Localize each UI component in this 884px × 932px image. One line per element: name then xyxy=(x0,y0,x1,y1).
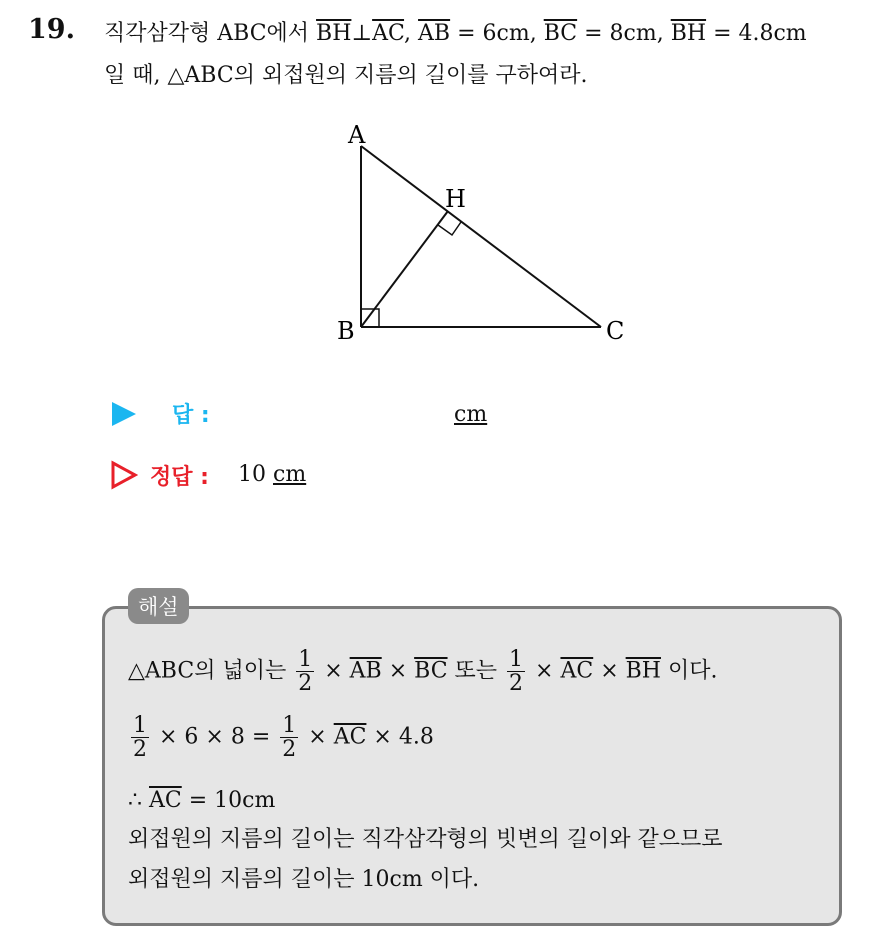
segment-ac: $\overline{AC}$ xyxy=(560,658,594,684)
solution-tag: 해설 xyxy=(128,588,189,624)
text: , xyxy=(404,21,419,46)
question-line-1 xyxy=(104,16,807,47)
answer-arrow-icon xyxy=(112,402,136,426)
fraction xyxy=(280,714,298,761)
text: × xyxy=(593,658,626,684)
text: = 8cm, xyxy=(577,21,671,46)
fraction-numerator: 1 xyxy=(298,647,313,672)
segment-bc: $\overline{BC}$ xyxy=(543,21,578,46)
segment-ac: $\overline{AC}$ xyxy=(372,21,405,46)
text: × xyxy=(317,658,350,684)
label-b: B xyxy=(337,317,355,345)
label-c: C xyxy=(606,317,625,345)
side-ac xyxy=(361,146,601,327)
segment-ac: $\overline{AC}$ xyxy=(149,788,182,813)
correct-unit: cm xyxy=(273,462,307,487)
text: × 4.8 xyxy=(366,724,434,750)
fraction-denominator: 2 xyxy=(282,737,297,763)
solution-line-2 xyxy=(128,714,434,761)
text: = 4.8cm xyxy=(706,21,807,46)
right-angle-mark-h xyxy=(438,222,461,235)
text: × xyxy=(381,658,415,684)
segment-bc: $\overline{BC}$ xyxy=(414,658,448,684)
segment-ac: $\overline{AC}$ xyxy=(333,724,367,750)
text: × xyxy=(528,658,561,684)
fraction xyxy=(507,648,525,695)
correct-answer-value xyxy=(238,462,306,487)
solution-line-5: 외접원의 지름의 길이는 10cm 이다. xyxy=(128,867,480,892)
fraction-numerator: 1 xyxy=(509,647,524,672)
question-number: 19. xyxy=(28,14,75,45)
text: × xyxy=(301,724,334,750)
text: = 6cm, xyxy=(450,21,544,46)
label-a: A xyxy=(348,121,366,149)
solution-line-1 xyxy=(128,648,717,695)
text: 또는 xyxy=(447,658,505,684)
solution-line-4: 외접원의 지름의 길이는 직각삼각형의 빗변의 길이와 같으므로 xyxy=(128,827,723,852)
text: ⊥ xyxy=(351,21,373,46)
answer-label: 답 : xyxy=(172,403,210,428)
answer-unit: cm xyxy=(454,402,488,427)
text: × 6 × 8 = xyxy=(152,724,278,750)
fraction-numerator: 1 xyxy=(282,713,297,738)
correct-answer-label: 정답 : xyxy=(150,465,209,490)
fraction-denominator: 2 xyxy=(133,737,147,763)
segment-ab: $\overline{AB}$ xyxy=(349,658,382,684)
text: △ABC의 넓이는 xyxy=(128,658,294,684)
fraction-denominator: 2 xyxy=(298,671,313,697)
therefore-symbol: ∴ xyxy=(128,788,149,813)
text: 직각삼각형 ABC에서 xyxy=(104,21,317,46)
segment-ab: $\overline{AB}$ xyxy=(418,21,451,46)
correct-number: 10 xyxy=(238,462,266,487)
segment-bh: $\overline{BH}$ xyxy=(316,21,352,46)
fraction-denominator: 2 xyxy=(509,671,524,697)
fraction xyxy=(296,648,314,695)
segment-bh: $\overline{BH}$ xyxy=(625,658,661,684)
text: 이다. xyxy=(660,658,718,684)
question-line-2: 일 때, △ABC의 외접원의 지름의 길이를 구하여라. xyxy=(104,63,588,88)
label-h: H xyxy=(445,185,466,213)
segment-bh: $\overline{BH}$ xyxy=(670,21,707,46)
correct-arrow-icon xyxy=(110,460,138,490)
triangle-figure xyxy=(320,110,640,360)
solution-line-3 xyxy=(128,788,275,813)
fraction xyxy=(131,714,149,761)
text: = 10cm xyxy=(181,788,276,813)
fraction-numerator: 1 xyxy=(133,713,147,738)
